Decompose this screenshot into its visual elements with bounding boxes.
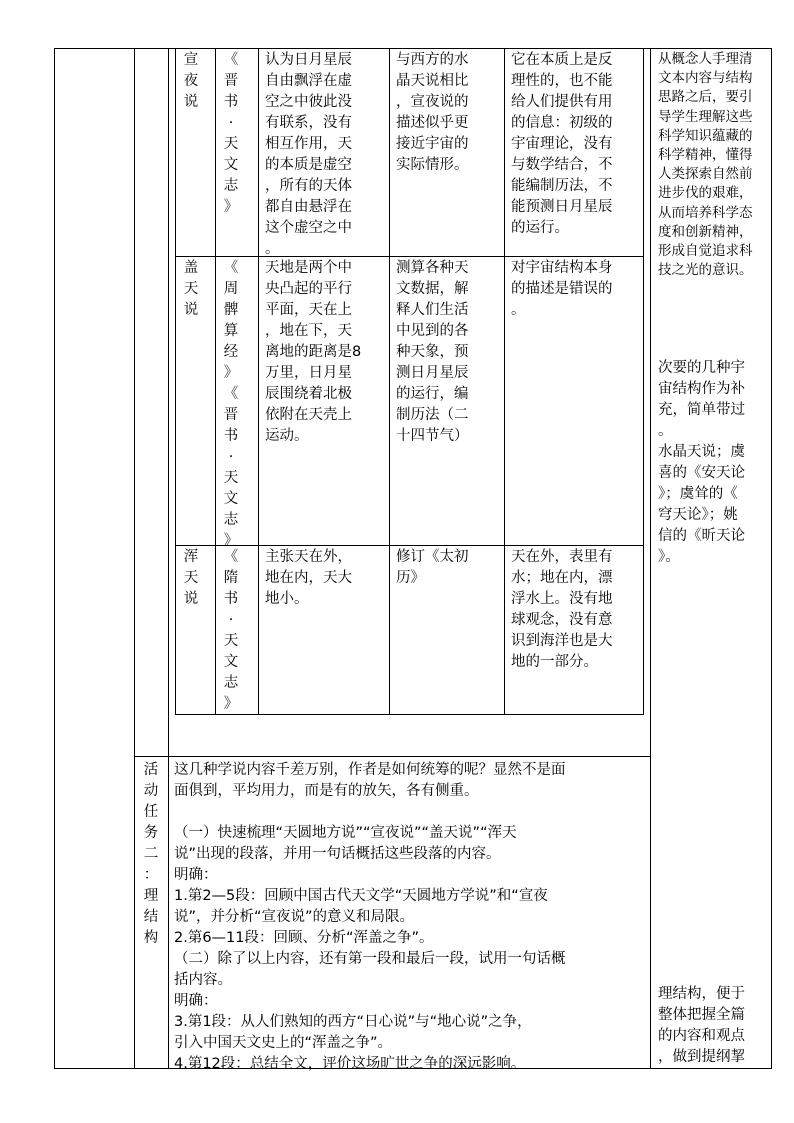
theory-name-xuanye: 宣 夜 说 [183,52,199,110]
source-huntian: 《 隋 书 · 天 文 志 》 [223,549,239,712]
theory-name-gaitian: 盖 天 说 [183,260,199,318]
inner-col-line-6 [643,48,644,715]
limitation-huntian: 天在外，表里有 水；地在内，漂 浮水上。没有地 球观念，没有意 识到海洋也是大 地的一部分。 [511,549,613,670]
note-structure: 理结构，便于 整体把握全篇 的内容和观点 ，做到提纲挈 [658,986,745,1065]
inner-col-line-5 [504,48,505,715]
inner-row-line-1 [175,256,644,257]
outer-top-border [54,48,771,49]
note-minor-theories: 次要的几种宇 宙结构作为补 充，简单带过 。 水晶天说；虞 喜的《安天论 》；虞耸的《 穹天论》；姚 信的《昕天论 》。 [658,360,745,565]
inner-col-line-4 [389,48,390,715]
activity-label: 活 动 任 务 二 ： 理 结 构 [143,762,159,946]
theory-name-huntian: 浑 天 说 [183,549,199,607]
inner-row-line-2 [175,545,644,546]
limitation-gaitian: 对宇宙结构本身 的描述是错误的 。 [511,260,613,318]
content-xuanye: 认为日月星辰 自由飘浮在虚 空之中彼此没 有联系，没有 相互作用，天 的本质是虚空 ，所有的天体 都自由悬浮在 这个虚空之中 。 [265,52,352,257]
inner-col-line-1 [175,48,176,715]
significance-gaitian: 测算各种天 文数据，解 释人们生活 中见到的各 种天象，预 测日月星辰 的运行，编 制历法（二 十四节气） [396,260,469,444]
significance-huntian: 修订《太初 历》 [396,549,469,586]
content-gaitian: 天地是两个中 央凸起的平行 平面，天在上 ，地在下，天 离地的距离是8 万里，日月星 辰围绕着北极 依附在天壳上 运动。 [265,260,362,444]
source-xuanye: 《 晋 书 · 天 文 志 》 [223,52,239,215]
inner-col-line-3 [258,48,259,715]
outer-left-border [54,48,55,1069]
source-gaitian: 《 周 髀 算 经 》 《 晋 书 · 天 文 志 》 [223,260,239,549]
col-divider-2 [168,48,169,1069]
outer-right-border [771,48,772,1069]
content-huntian: 主张天在外， 地在内，天大 地小。 [265,549,352,607]
col-divider-1 [134,48,135,1069]
section-divider [134,756,651,757]
inner-bottom-line [175,714,644,715]
activity-text: 这几种学说内容千差万别，作者是如何统筹的呢？显然不是面 面俱到，平均用力，而是有的放矢，各有侧重。 （一）快速梳理“天圆地方说”“宣夜说”“盖天说”“浑天 说”出现的段落，并用一句话概括这些段落的内容。 明确： 1.第2—5段：回顾中国古代天文学“天圆地方学说”和“宣夜 说”，并分析“宣夜说”的意义和局限。 2.第6—11段：回顾、分析“浑盖之争”。 （二）除了以上内容，还有第一段和最后一段，试用一句话概 括内容。 明确： 3.第1段：从人们熟知的西方“日心说”与“地心说”之争， 引入中国天文史上的“浑盖之争”。 4.第12段：总结全文，评价这场旷世之争的深远影响。 [174,762,566,1072]
col-divider-3 [650,48,651,1069]
limitation-xuanye: 它在本质上是反 理性的，也不能 给人们提供有用 的信息：初级的 宇宙理论，没有 与数学结合，不 能编制历法，不 能预测日月星辰 的运行。 [511,52,613,236]
significance-xuanye: 与西方的水 晶天说相比 ，宣夜说的 描述似乎更 接近宇宙的 实际情形。 [396,52,469,173]
note-science-spirit: 从概念人手理清 文本内容与结构 思路之后，要引 导学生理解这些 科学知识蕴藏的 科学精神，懂得 人类探索自然前 进步伐的艰难， 从而培养科学态 度和创新精神， 形成自觉追求科 技之光的意识。 [658,51,753,279]
inner-col-line-2 [215,48,216,715]
